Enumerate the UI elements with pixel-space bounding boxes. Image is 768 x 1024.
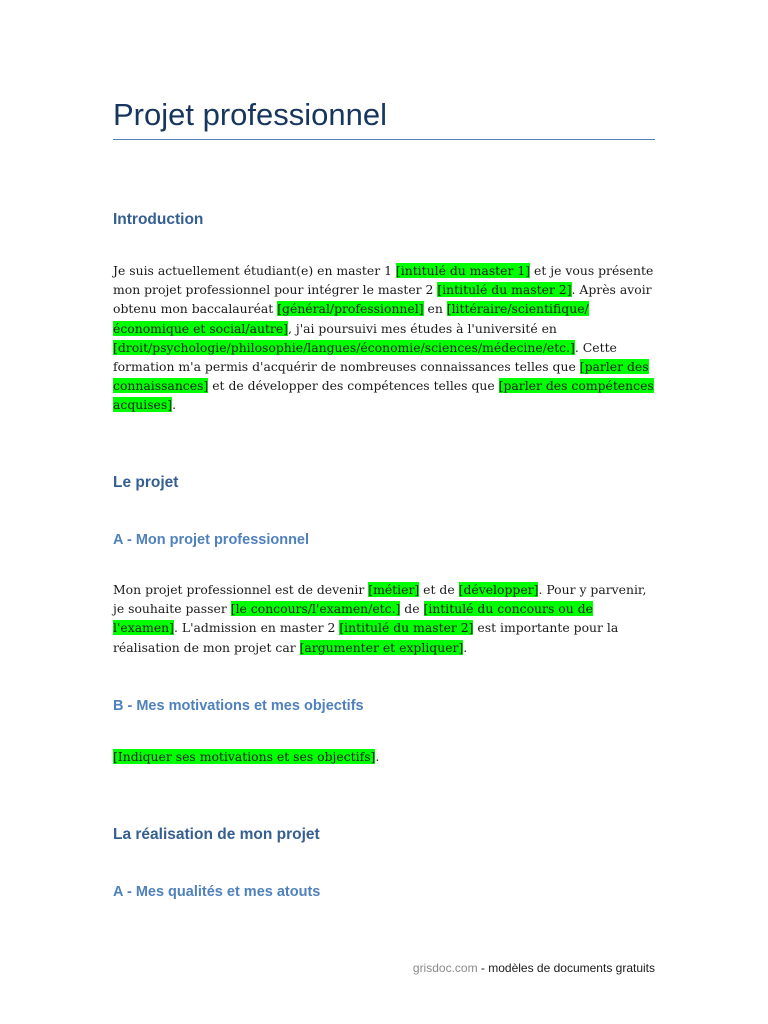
placeholder-highlight: [métier]: [368, 582, 420, 597]
placeholder-highlight: [droit/psychologie/philosophie/langues/économie/sciences/médecine/etc.]: [113, 339, 575, 355]
text-run: Je suis actuellement étudiant(e) en master 1: [113, 263, 396, 278]
heading-motivations-objectifs: B - Mes motivations et mes objectifs: [113, 698, 364, 714]
text-run: , j'ai poursuivi mes études à l'université en: [288, 320, 557, 336]
text-run: . Cette formation m'a permis d'acquérir de nombreuses connaissances telles que: [113, 339, 617, 375]
text-run: .: [375, 749, 380, 764]
document-title: Projet professionnel: [113, 97, 387, 132]
placeholder-highlight: [intitulé du master 2]: [339, 620, 474, 636]
text-run: .: [172, 397, 177, 413]
placeholder-highlight: [développer]: [458, 582, 539, 597]
title-underline: [113, 139, 655, 140]
text-run: et de développer des compétences telles que: [208, 378, 499, 394]
motivations-paragraph: [113, 747, 655, 766]
text-run: . L'admission en master 2: [173, 620, 340, 636]
placeholder-highlight: [général/professionnel]: [277, 301, 424, 317]
placeholder-highlight: [parler des compétences acquises]: [113, 378, 654, 413]
placeholder-highlight: [Indiquer ses motivations et ses objectifs]: [113, 749, 376, 764]
placeholder-highlight: [parler des connaissances]: [113, 359, 649, 394]
heading-le-projet: Le projet: [113, 474, 179, 491]
text-run: . Après avoir obtenu mon baccalauréat: [113, 282, 652, 317]
text-run: .: [463, 639, 468, 655]
placeholder-highlight: [littéraire/scientifique/économique et social/autre]: [113, 301, 589, 336]
text-run: de: [400, 601, 424, 617]
text-run: Mon projet professionnel est de devenir: [113, 582, 369, 597]
heading-projet-professionnel: A - Mon projet professionnel: [113, 532, 310, 548]
text-run: . Pour y parvenir, je souhaite passer: [113, 582, 647, 617]
text-run: et je vous présente mon projet professionnel pour intégrer le master 2: [113, 263, 654, 298]
projet-paragraph: [113, 580, 655, 657]
placeholder-highlight: [le concours/l'examen/etc.]: [230, 601, 401, 617]
footer-site-link[interactable]: grisdoc.com: [412, 961, 478, 975]
placeholder-highlight: [intitulé du master 2]: [437, 282, 572, 298]
heading-realisation: La réalisation de mon projet: [113, 826, 320, 843]
placeholder-highlight: [intitulé du concours ou de l'examen]: [113, 601, 593, 636]
placeholder-highlight: [argumenter et expliquer]: [299, 639, 464, 655]
heading-introduction: Introduction: [113, 211, 204, 228]
text-run: et de: [419, 582, 459, 597]
page-footer: [413, 961, 655, 975]
introduction-paragraph: [113, 261, 655, 415]
text-run: en: [423, 301, 447, 317]
heading-qualites-atouts: A - Mes qualités et mes atouts: [113, 884, 321, 900]
placeholder-highlight: [intitulé du master 1]: [395, 263, 531, 278]
footer-tagline: - modèles de documents gratuits: [477, 961, 655, 975]
text-run: est importante pour la réalisation de mon projet car: [113, 620, 619, 655]
